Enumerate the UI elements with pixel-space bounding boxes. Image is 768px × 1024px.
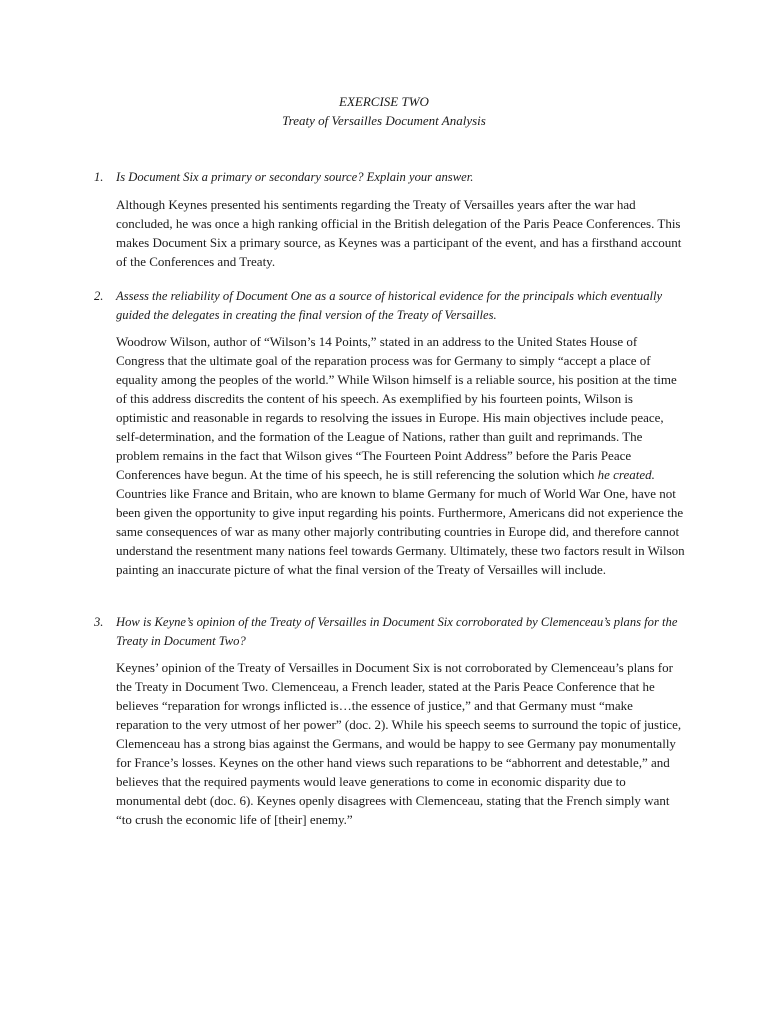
question-text: Assess the reliability of Document One as a source of historical evidence for the principals which eventually guided the delegates in creating the final version of the Treaty of Versailles. xyxy=(116,289,663,322)
question-text: Is Document Six a primary or secondary source? Explain your answer. xyxy=(116,170,474,184)
question-block-3 xyxy=(94,613,686,829)
question-1 xyxy=(94,168,686,187)
answer-1: Although Keynes presented his sentiments regarding the Treaty of Versailles years after the war had concluded, he was once a high ranking official in the British delegation of the Paris Peace Conferences. This makes Document Six a primary source, as Keynes was a participant of the event, and has a firsthand account of the Conferences and Treaty. xyxy=(116,196,682,269)
page-subtitle: Treaty of Versailles Document Analysis xyxy=(282,113,486,128)
question-number: 1. xyxy=(94,170,104,184)
answer-3: Keynes’ opinion of the Treaty of Versailles in Document Six is not corroborated by Clemenceau’s plans for the Treaty in Document Two. Clemenceau, a French leader, stated at the Paris Peace Conference that he believes “reparation for wrongs inflicted is…the essence of justice,” and that Germany must “make reparation to the very utmost of her power” (doc. 2). While his speech seems to surround the topic of justice, Clemenceau has a strong bias against the Germans, and would be happy to see Germany pay monumentally for France’s losses. Keynes on the other hand views such reparations to be “abhorrent and detestable,” and believes that the required payments would leave generations to come in economic disparity due to monumental debt (doc. 6). Keynes openly disagrees with Clemenceau, stating that the French simply want “to crush the economic life of [their] enemy.” xyxy=(116,660,682,827)
page-title: EXERCISE TWO xyxy=(339,94,429,109)
answer-2-emphasis: he created. xyxy=(597,467,655,482)
answer-2-text-part1: Woodrow Wilson, author of “Wilson’s 14 Points,” stated in an address to the United States House of Congress that the ultimate goal of the reparation process was for Germany to simply “accept a place of equality among the peoples of the world.” While Wilson himself is a reliable source, his position at the time of this address discredits the content of his speech. As exemplified by his fourteen points, Wilson is optimistic and reasonable in regards to resolving the issues in Europe. His main objectives include peace, self-determination, and the formation of the League of Nations, rather than guilt and reprimands. The problem remains in the fact that Wilson gives “The Fourteen Point Address” before the Paris Peace Conferences have begun. At the time of his speech, he is still referencing the solution which xyxy=(116,334,677,482)
question-number: 2. xyxy=(94,289,104,303)
answer-2 xyxy=(116,332,686,579)
question-block-1 xyxy=(94,168,686,271)
answer-2-text-part2: Countries like France and Britain, who are known to blame Germany for much of World War One, have not been given the opportunity to give input regarding his points. Furthermore, Americans did not experience the same consequences of war as many other majorly contributing countries in Europe did, and therefore cannot understand the resentment many nations feel towards Germany. Ultimately, these two factors result in Wilson painting an inaccurate picture of what the final version of the Treaty of Versailles will include. xyxy=(116,486,685,577)
question-block-2 xyxy=(94,287,686,579)
question-2 xyxy=(94,287,686,324)
question-3 xyxy=(94,613,686,650)
question-number: 3. xyxy=(94,615,104,629)
question-text: How is Keyne’s opinion of the Treaty of Versailles in Document Six corroborated by Clemenceau’s plans for the Treaty in Document Two? xyxy=(116,615,678,648)
